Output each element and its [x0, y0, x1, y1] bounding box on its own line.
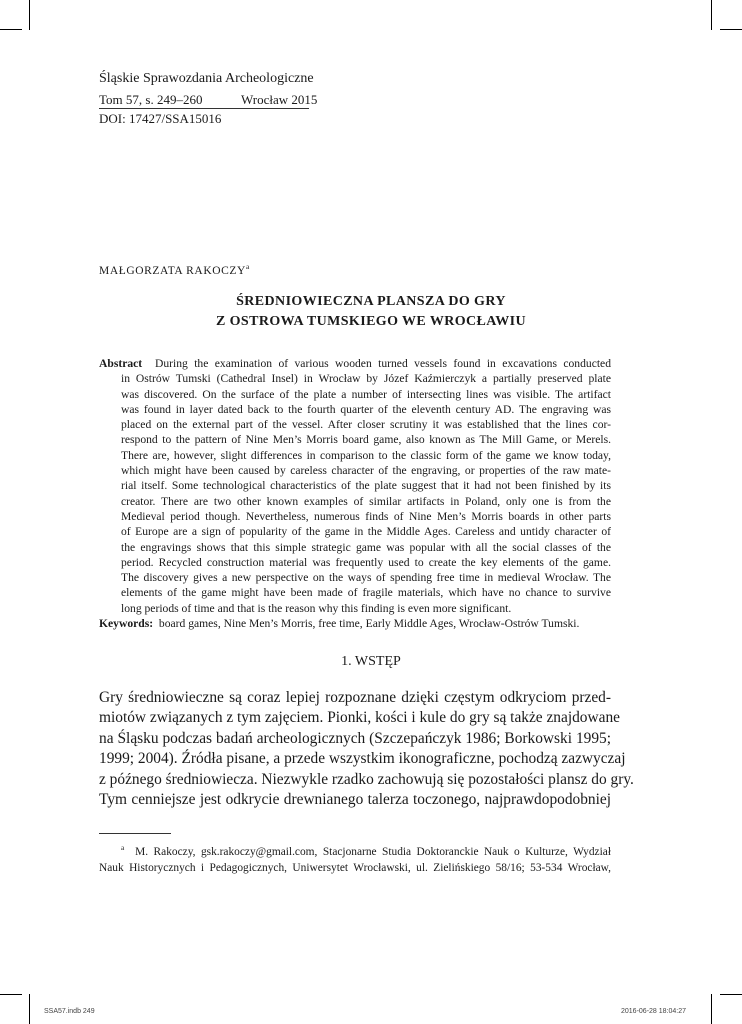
abstract-line: long periods of time and that is the reason why this finding is even more significant.: [121, 601, 512, 615]
crop-mark-bottom-left-h: [0, 994, 22, 995]
footnote-mark: a: [121, 843, 125, 852]
abstract-line: There are, however, slight differences in comparison to the classic form of the game we know today,: [121, 448, 611, 462]
section-heading: 1. WSTĘP: [341, 654, 401, 669]
journal-doi: DOI: 17427/SSA15016: [99, 111, 222, 126]
body-line: miotów związanych z tym zajęciem. Pionki, kości i kule do gry są także znajdowane: [99, 709, 620, 727]
body-line: na Śląsku podczas badań archeologicznych (Szczepańczyk 1986; Borkowski 1995;: [99, 729, 611, 747]
crop-mark-bottom-right-h: [720, 994, 742, 995]
abstract-line: which might have been caused by careless character of the engraving, or properties of the raw mate-: [121, 464, 611, 478]
author-name-text: MAŁGORZATA RAKOCZY: [99, 264, 246, 277]
crop-mark-bottom-left: [29, 994, 30, 1024]
author-name: [99, 262, 250, 277]
header-rule: [99, 108, 309, 109]
abstract-line: was found in layer dated back to the fourth quarter of the eleventh century AD. The engraving was: [121, 402, 611, 416]
crop-mark-bottom-right: [711, 994, 712, 1024]
article-title-line-1: ŚREDNIOWIECZNA PLANSZA DO GRY: [236, 294, 506, 309]
footnote-line: [99, 840, 611, 860]
abstract-line-text: During the examination of various wooden turned vessels found in excavations conducted: [154, 357, 612, 370]
slug-file: SSA57.indb 249: [44, 1008, 95, 1015]
abstract-line: creator. There are two other known examples of similar artifacts in Poland, only one is from the: [121, 494, 611, 508]
keywords-label: Keywords:: [99, 617, 154, 631]
crop-mark-top-left-h: [0, 29, 22, 30]
abstract-line: respond to the pattern of Nine Men’s Morris board game, also known as The Mill Game, or Merels.: [121, 433, 611, 447]
body-line: Tym cenniejsze jest odkrycie drewnianego talerza toczonego, najprawdopodobniej: [99, 791, 611, 809]
journal-place-year: Wrocław 2015: [241, 92, 318, 107]
abstract-label: Abstract: [99, 357, 143, 370]
body-line: 1999; 2004). Źródła pisane, a przede wszystkim ikonograficzne, pochodzą zazwyczaj: [99, 750, 626, 768]
abstract-line: period. Recycled construction material was frequently used to create the key elements of the game.: [121, 555, 611, 569]
abstract-line: was discovered. On the surface of the plate a number of intersecting lines was visible. The artifact: [121, 387, 611, 401]
keywords-text: board games, Nine Men’s Morris, free time, Early Middle Ages, Wrocław-Ostrów Tumski.: [158, 617, 580, 631]
footnote: [99, 840, 611, 877]
body-line: Gry średniowieczne są coraz lepiej rozpoznane dzięki częstym odkryciom przed-: [99, 689, 611, 706]
body-paragraph: [99, 688, 634, 810]
footnote-line: Nauk Historycznych i Pedagogicznych, Uniwersytet Wrocławski, ul. Zielińskiego 58/16; 53-534 Wrocław,: [99, 862, 611, 875]
abstract-line: [99, 356, 611, 371]
abstract-line: The discovery gives a new perspective on the ways of spending free time in medieval Wrocław. The: [121, 571, 611, 585]
article-title-line-2: Z OSTROWA TUMSKIEGO WE WROCŁAWIU: [216, 314, 526, 329]
body-line: z późnego średniowiecza. Niezwykle rzadko zachowują się pozostałości plansz do gry.: [99, 770, 634, 788]
abstract-line: elements of the game might have been made of fragile materials, which have no chance to survive: [121, 586, 611, 600]
crop-mark-top-right-h: [720, 29, 742, 30]
footnote-rule: [99, 833, 171, 834]
crop-mark-top-left: [29, 0, 30, 30]
author-footnote-mark: a: [245, 262, 250, 271]
abstract-line: rial itself. Some technological characteristics of the plate suggest that it had not been finished by its: [121, 479, 611, 493]
journal-name: Śląskie Sprawozdania Archeologiczne: [99, 71, 314, 86]
abstract-line: the engravings shows that this simple strategic game was popular with all the social classes of the: [121, 540, 611, 554]
abstract-line: placed on the external part of the vessel. After closer scrutiny it was established that the lines cor-: [121, 418, 611, 432]
crop-mark-top-right: [711, 0, 712, 30]
abstract-line: Medieval period though. Nevertheless, numerous finds of Nine Men’s Morris boards in other parts: [121, 509, 611, 523]
footnote-line-1-text: M. Rakoczy, gsk.rakoczy@gmail.com, Stacjonarne Studia Doktoranckie Nauk o Kulturze, Wydział: [135, 845, 611, 858]
abstract-line: in Ostrów Tumski (Cathedral Insel) in Wrocław by Józef Kaźmierczyk a partially preserved plate: [121, 372, 611, 386]
abstract: [99, 356, 611, 631]
journal-volume: Tom 57, s. 249–260: [99, 92, 203, 107]
keywords: [99, 616, 611, 631]
slug-timestamp: 2016-06-28 18:04:27: [621, 1008, 686, 1015]
abstract-line: of Europe are a sign of popularity of the game in the Middle Ages. Careless and untidy character of: [121, 525, 611, 539]
